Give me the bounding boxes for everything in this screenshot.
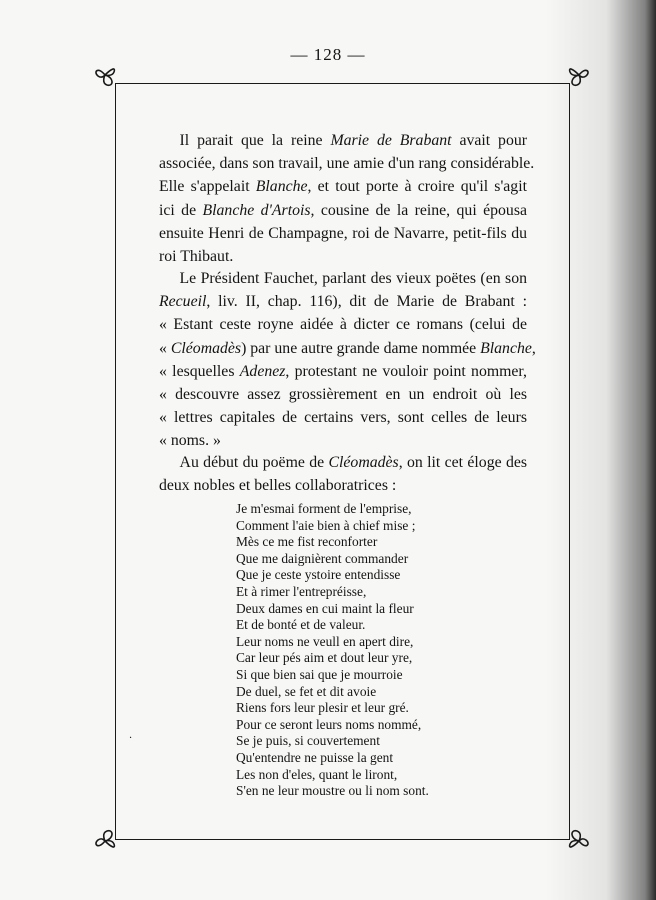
verse-block: [236, 501, 536, 800]
corner-ornament-icon: [566, 62, 592, 88]
text-run: « descouvre assez grossièrement en un endroit où les: [159, 386, 527, 404]
text-line: [159, 175, 527, 198]
verse-line: Que je ceste ystoire entendisse: [236, 567, 401, 583]
text-run: , on lit cet éloge des: [398, 454, 528, 471]
verse-line: Que me daignièrent commander: [236, 550, 409, 566]
text-run: associée, dans son travail, une amie d'un rang considérable.: [159, 155, 535, 173]
text-line: [159, 129, 527, 152]
text-line: [159, 313, 527, 336]
text-run: ,: [531, 339, 536, 357]
verse-line: Qu'entendre ne puisse la gent: [236, 749, 394, 765]
text-run: Il parait que la reine: [179, 132, 331, 149]
text-run: « Estant ceste royne aidée à dicter ce romans (celui de: [159, 316, 527, 334]
verse-line: Les non d'eles, quant le liront,: [236, 766, 398, 782]
text-line: [159, 290, 527, 313]
verse-line: Se je puis, si couvertement: [236, 733, 380, 749]
text-line: [159, 199, 527, 222]
text-line: [159, 360, 527, 383]
verse-line: S'en ne leur moustre ou li nom sont.: [236, 783, 429, 799]
paragraph-1: [159, 129, 535, 268]
corner-ornament-icon: [566, 828, 592, 854]
verse-line: Comment l'aie bien à chief mise ;: [236, 517, 416, 533]
verse-line: Et de bonté et de valeur.: [236, 617, 366, 633]
corner-ornament-icon: [92, 62, 118, 88]
text-run: avait pour: [451, 132, 528, 149]
stray-mark: ·: [129, 733, 133, 744]
text-run: , protestant ne vouloir point nommer,: [285, 362, 528, 380]
text-run: , liv. II, chap. 116), dit de Marie de Brabant :: [206, 293, 527, 311]
italic-text-run: Cléomadès: [328, 454, 399, 471]
text-run: «: [159, 339, 171, 357]
text-run: Au début du poëme de: [179, 454, 329, 471]
verse-line: Car leur pés aim et dout leur yre,: [236, 650, 413, 666]
italic-text-run: Blanche: [255, 178, 308, 196]
verse-line: De duel, se fet et dit avoie: [236, 683, 377, 699]
text-line: [159, 245, 527, 268]
text-run: deux nobles et belles collaboratrices :: [159, 477, 397, 495]
page-number: — 128 —: [290, 45, 366, 64]
text-line: [159, 429, 527, 452]
text-run: cousine de la reine, qui épousa: [314, 201, 527, 219]
text-line: [159, 383, 527, 406]
italic-text-run: Blanche d'Artois,: [202, 201, 315, 219]
text-run: « lesquelles: [159, 362, 240, 380]
text-run: ici de: [159, 201, 203, 219]
text-run: ensuite Henri de Champagne, roi de Navarre, petit-fils du: [159, 224, 527, 242]
text-run: ) par une autre grande dame nommée: [241, 339, 481, 357]
text-run: Le Président Fauchet, parlant des vieux poëtes (en son: [179, 270, 527, 287]
italic-text-run: Recueil: [159, 293, 207, 311]
paragraph-2: [159, 267, 536, 453]
text-line: [159, 406, 527, 429]
text-line: [159, 152, 535, 175]
text-line: [159, 267, 527, 290]
verse-line: Et à rimer l'entrepréisse,: [236, 583, 367, 599]
text-line: [159, 451, 527, 474]
verse-line: Si que bien sai que je mourroie: [236, 666, 403, 682]
text-run: , et tout porte à croire qu'il s'agit: [307, 178, 527, 196]
italic-text-run: Adenez: [239, 362, 286, 380]
italic-text-run: Blanche: [480, 339, 532, 357]
paragraph-3: [159, 451, 527, 497]
text-line: [159, 222, 527, 245]
text-line: [159, 337, 536, 360]
text-run: roi Thibaut.: [159, 248, 234, 266]
verse-line: Je m'esmai forment de l'emprise,: [236, 501, 412, 516]
text-run: « lettres capitales de certains vers, sont celles de leurs: [159, 409, 527, 427]
text-run: Elle s'appelait: [159, 178, 256, 196]
italic-text-run: Cléomadès: [170, 339, 242, 357]
verse-line: Leur noms ne veull en apert dire,: [236, 633, 414, 649]
italic-text-run: Marie de Brabant: [330, 132, 452, 149]
verse-line: Mès ce me fist reconforter: [236, 534, 378, 550]
text-line: [159, 474, 527, 497]
verse-line: Riens fors leur plesir et leur gré.: [236, 700, 409, 716]
corner-ornament-icon: [92, 828, 118, 854]
text-run: « noms. »: [159, 432, 221, 450]
verse-line: Pour ce seront leurs noms nommé,: [236, 716, 422, 732]
verse-line: Deux dames en cui maint la fleur: [236, 600, 414, 616]
